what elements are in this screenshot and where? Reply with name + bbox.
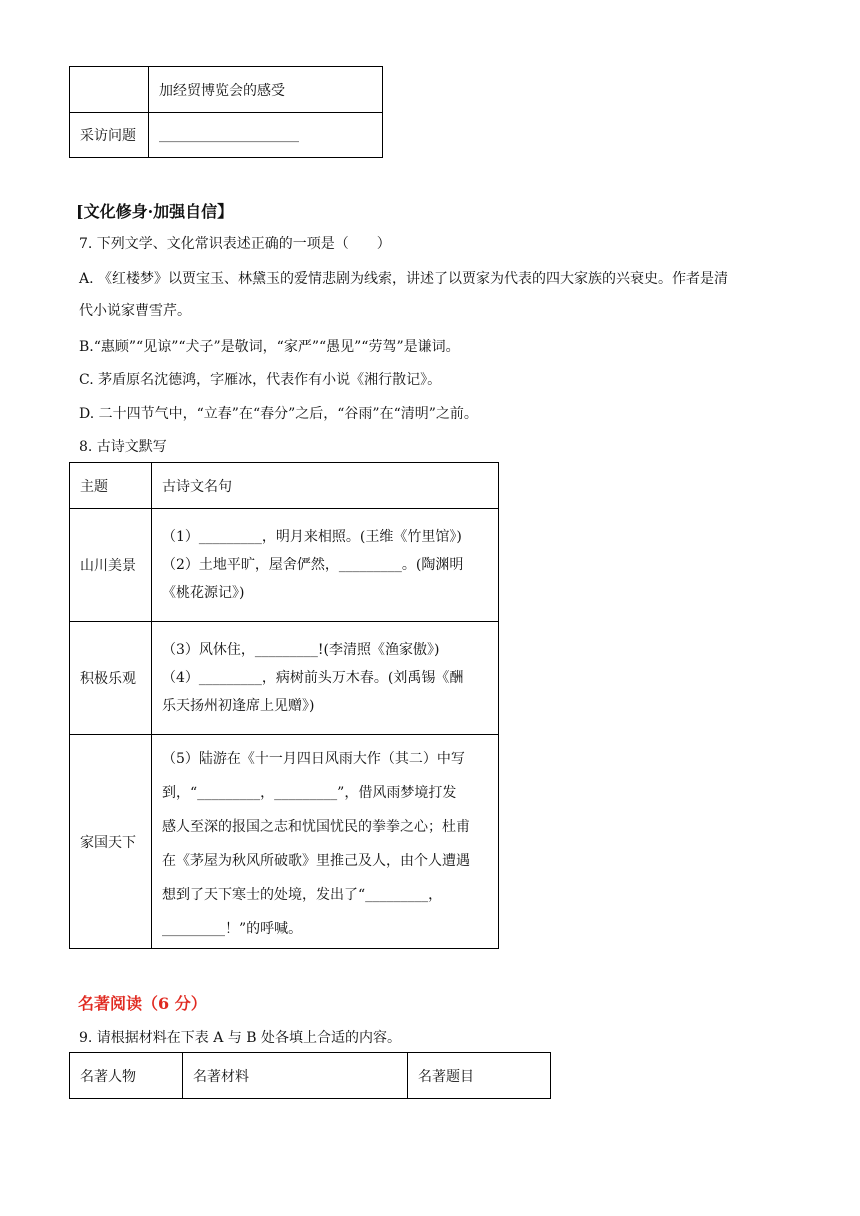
section-reading-heading: 名著阅读（6 分） [78, 994, 207, 1013]
table1-row1-right: 加经贸博览会的感受 [149, 67, 383, 113]
classics-table [69, 1052, 551, 1099]
q7-option-c: C. 茅盾原名沈德鸿，字雁冰，代表作有小说《湘行散记》。 [79, 372, 442, 388]
q9-stem: 9. 请根据材料在下表 A 与 B 处各填上合适的内容。 [79, 1030, 402, 1046]
header-lines: 古诗文名句 [152, 463, 499, 509]
poem-line: （2）土地平旷，屋舍俨然，_________。(陶渊明 [162, 557, 464, 573]
poem-line: 想到了天下寒士的处境，发出了“_________， [162, 886, 443, 903]
theme-cell: 家国天下 [70, 735, 152, 949]
poem-line: _________！”的呼喊。 [162, 920, 303, 937]
theme-cell: 积极乐观 [70, 622, 152, 735]
q7-option-b: B.“惠顾”“见谅”“犬子”是敬词，“家严”“愚见”“劳驾”是谦词。 [79, 339, 460, 355]
lines-cell [152, 622, 499, 735]
lines-cell [152, 509, 499, 622]
table1-row2-right: ____________________ [149, 113, 383, 158]
header-character: 名著人物 [70, 1053, 183, 1099]
poetry-table [69, 462, 499, 949]
poem-line: （1）_________，明月来相照。(王维《竹里馆》) [162, 529, 462, 545]
interview-table [69, 66, 383, 158]
table1-row2-left: 采访问题 [70, 113, 149, 158]
q8-stem: 8. 古诗文默写 [79, 439, 167, 455]
poem-line: 《桃花源记》) [162, 585, 245, 601]
poem-line: 到，“_________，_________”，借风雨梦境打发 [162, 784, 457, 801]
poem-line: 乐天扬州初逢席上见赠》) [162, 698, 315, 714]
header-material: 名著材料 [183, 1053, 408, 1099]
header-title: 名著题目 [408, 1053, 551, 1099]
poem-line: 感人至深的报国之志和忧国忧民的拳拳之心；杜甫 [162, 818, 470, 835]
poem-line: （5）陆游在《十一月四日风雨大作（其二）中写 [162, 750, 465, 767]
table1-empty-cell [70, 67, 149, 113]
poem-line: 在《茅屋为秋风所破歌》里推己及人，由个人遭遇 [162, 852, 470, 869]
header-theme: 主题 [70, 463, 152, 509]
q7-option-d: D. 二十四节气中，“立春”在“春分”之后，“谷雨”在“清明”之前。 [79, 406, 478, 422]
q7-option-a-line2: 代小说家曹雪芹。 [79, 303, 191, 319]
poem-line: （4）_________，病树前头万木春。(刘禹锡《酬 [162, 670, 464, 686]
lines-cell [152, 735, 499, 949]
q7-stem: 7. 下列文学、文化常识表述正确的一项是（ ） [79, 236, 391, 252]
poem-line: （3）风休住，_________!(李清照《渔家傲》) [162, 642, 440, 658]
q7-option-a-line1: A. 《红楼梦》以贾宝玉、林黛玉的爱情悲剧为线索，讲述了以贾家为代表的四大家族的兴衰史。作者是清 [79, 271, 729, 287]
theme-cell: 山川美景 [70, 509, 152, 622]
section-culture-heading: [文化修身·加强自信】 [76, 202, 234, 221]
